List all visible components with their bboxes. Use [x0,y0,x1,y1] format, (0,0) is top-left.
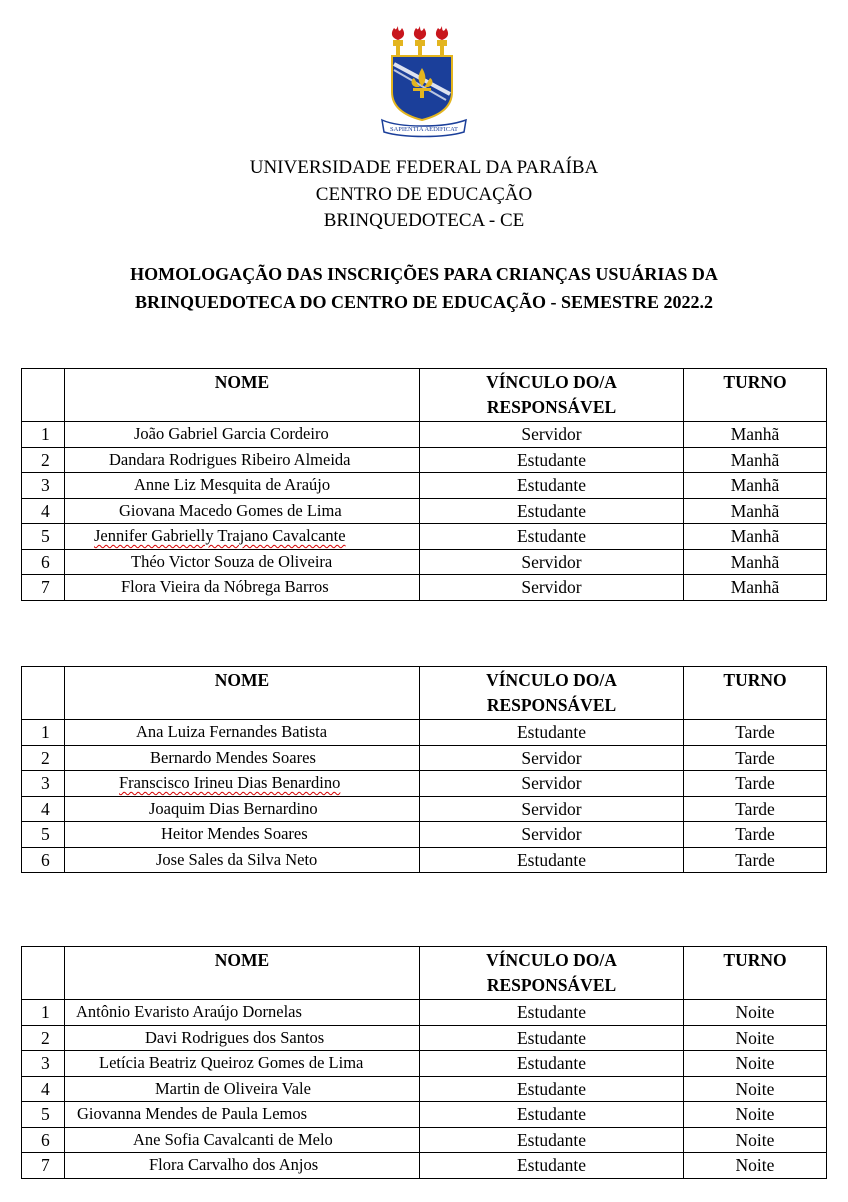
row-number: 3 [22,1051,65,1077]
table-row [22,771,827,797]
row-number: 4 [22,1076,65,1102]
guardian-link: Servidor [420,796,684,822]
guardian-link: Estudante [420,1025,684,1051]
guardian-link: Estudante [420,498,684,524]
shift: Tarde [684,847,827,873]
table-row [22,524,827,550]
child-name: Joaquim Dias Bernardino [65,796,420,822]
column-header-nome: NOME [65,947,420,1000]
table-row [22,796,827,822]
torch-icon [436,26,448,56]
table-row [22,745,827,771]
guardian-link: Servidor [420,745,684,771]
column-header-vinculo [420,667,684,720]
child-name: Giovanna Mendes de Paula Lemos [65,1102,420,1128]
shift: Noite [684,1000,827,1026]
row-number: 6 [22,549,65,575]
guardian-link: Servidor [420,549,684,575]
row-number: 5 [22,1102,65,1128]
university-name: UNIVERSIDADE FEDERAL DA PARAÍBA [249,157,599,178]
row-number: 6 [22,1127,65,1153]
table-row [22,422,827,448]
guardian-link: Estudante [420,1127,684,1153]
vinculo-line1: VÍNCULO DO/A [486,670,617,690]
guardian-link: Estudante [420,1102,684,1128]
row-number: 5 [22,822,65,848]
row-number: 1 [22,422,65,448]
table-row [22,1000,827,1026]
child-name: João Gabriel Garcia Cordeiro [65,422,420,448]
child-name: Heitor Mendes Soares [65,822,420,848]
row-number: 1 [22,720,65,746]
document-title-line2: BRINQUEDOTECA DO CENTRO DE EDUCAÇÃO - SEMESTRE 2022.2 [134,292,714,312]
shift: Noite [684,1127,827,1153]
vinculo-line1: VÍNCULO DO/A [486,950,617,970]
shift: Manhã [684,447,827,473]
row-number: 3 [22,771,65,797]
table-row [22,1127,827,1153]
child-name: Ana Luiza Fernandes Batista [65,720,420,746]
column-header-number [22,369,65,422]
motto-text: SAPIENTIA AEDIFICAT [389,126,459,133]
vinculo-line2: RESPONSÁVEL [486,975,617,995]
row-number: 3 [22,473,65,499]
row-number: 7 [22,575,65,601]
table-row [22,447,827,473]
column-header-number [22,947,65,1000]
guardian-link: Estudante [420,447,684,473]
child-name: Jose Sales da Silva Neto [65,847,420,873]
child-name: Antônio Evaristo Araújo Dornelas [65,1000,420,1026]
row-number: 4 [22,498,65,524]
guardian-link: Estudante [420,1000,684,1026]
table-header-row [22,667,827,720]
table-row [22,473,827,499]
guardian-link: Estudante [420,524,684,550]
column-header-turno: TURNO [684,369,827,422]
center-name: CENTRO DE EDUCAÇÃO [315,184,533,205]
guardian-link: Servidor [420,422,684,448]
column-header-nome: NOME [65,667,420,720]
column-header-nome: NOME [65,369,420,422]
shift: Manhã [684,498,827,524]
column-header-vinculo [420,369,684,422]
torch-icon [414,26,426,56]
row-number: 2 [22,447,65,473]
shift: Noite [684,1102,827,1128]
shift: Tarde [684,745,827,771]
vinculo-line1: VÍNCULO DO/A [486,372,617,392]
document-title-line1: HOMOLOGAÇÃO DAS INSCRIÇÕES PARA CRIANÇAS USUÁRIAS DA [130,264,718,284]
guardian-link: Estudante [420,1076,684,1102]
shift: Tarde [684,796,827,822]
guardian-link: Estudante [420,847,684,873]
enrollment-table-evening [21,946,827,1179]
row-number: 2 [22,745,65,771]
child-name: Letícia Beatriz Queiroz Gomes de Lima [65,1051,420,1077]
table-row [22,1153,827,1179]
shift: Noite [684,1076,827,1102]
guardian-link: Estudante [420,1051,684,1077]
child-name: Jennifer Gabrielly Trajano Cavalcante [65,524,420,550]
column-header-vinculo [420,947,684,1000]
row-number: 2 [22,1025,65,1051]
table-row [22,847,827,873]
shift: Manhã [684,549,827,575]
table-row [22,575,827,601]
shift: Manhã [684,473,827,499]
shift: Manhã [684,422,827,448]
table-header-row [22,947,827,1000]
column-header-turno: TURNO [684,947,827,1000]
enrollment-table-afternoon [21,666,827,873]
shift: Noite [684,1153,827,1179]
column-header-number [22,667,65,720]
child-name: Davi Rodrigues dos Santos [65,1025,420,1051]
shift: Tarde [684,822,827,848]
shift: Noite [684,1025,827,1051]
table-row [22,498,827,524]
shift: Tarde [684,771,827,797]
child-name: Dandara Rodrigues Ribeiro Almeida [65,447,420,473]
enrollment-table-morning [21,368,827,601]
table-header-row [22,369,827,422]
table-row [22,549,827,575]
row-number: 7 [22,1153,65,1179]
column-header-turno: TURNO [684,667,827,720]
shift: Tarde [684,720,827,746]
child-name: Flora Carvalho dos Anjos [65,1153,420,1179]
table-row [22,1076,827,1102]
row-number: 4 [22,796,65,822]
shift: Noite [684,1051,827,1077]
guardian-link: Servidor [420,771,684,797]
child-name: Bernardo Mendes Soares [65,745,420,771]
shift: Manhã [684,524,827,550]
guardian-link: Servidor [420,822,684,848]
guardian-link: Estudante [420,473,684,499]
table-row [22,1025,827,1051]
table-row [22,822,827,848]
guardian-link: Estudante [420,720,684,746]
shift: Manhã [684,575,827,601]
child-name: Anne Liz Mesquita de Araújo [65,473,420,499]
department-name: BRINQUEDOTECA - CE [323,210,525,231]
row-number: 6 [22,847,65,873]
child-name: Flora Vieira da Nóbrega Barros [65,575,420,601]
child-name: Ane Sofia Cavalcanti de Melo [65,1127,420,1153]
ufpb-logo [380,24,468,138]
table-row [22,1051,827,1077]
child-name: Franscisco Irineu Dias Benardino [65,771,420,797]
vinculo-line2: RESPONSÁVEL [486,695,617,715]
guardian-link: Servidor [420,575,684,601]
child-name: Martin de Oliveira Vale [65,1076,420,1102]
table-row [22,1102,827,1128]
child-name: Giovana Macedo Gomes de Lima [65,498,420,524]
child-name: Théo Victor Souza de Oliveira [65,549,420,575]
table-row [22,720,827,746]
torch-icon [392,26,404,56]
row-number: 5 [22,524,65,550]
row-number: 1 [22,1000,65,1026]
vinculo-line2: RESPONSÁVEL [486,397,617,417]
guardian-link: Estudante [420,1153,684,1179]
